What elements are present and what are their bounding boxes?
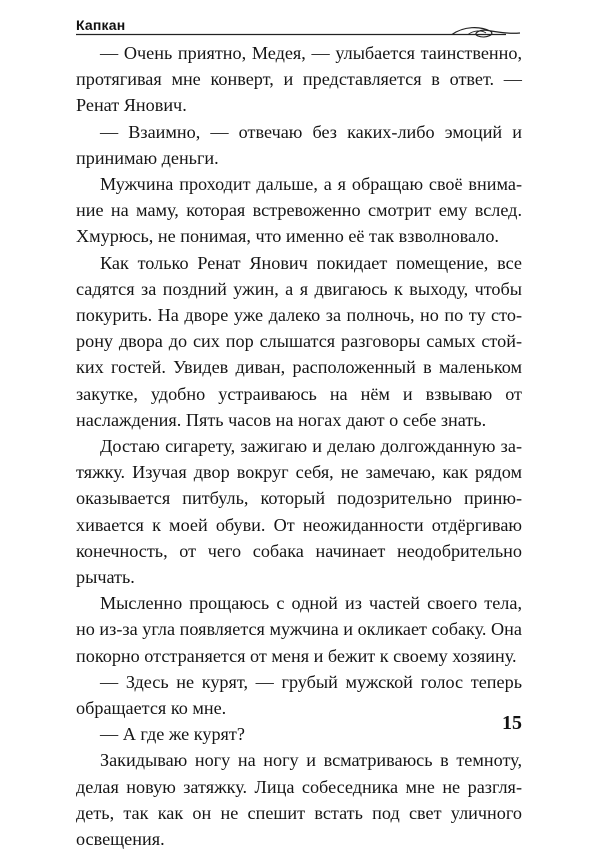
body-text <box>76 40 522 852</box>
paragraph-3: Мужчина проходит дальше, а я обращаю своё внимание на маму, которая встревоженно смотрит ему вслед. Хмурюсь, не понимая, что именно её так взволновало. <box>76 174 522 247</box>
paragraph-7: — Здесь не курят, — грубый мужской голос теперь обращается ко мне. <box>76 671 522 719</box>
paragraph-2: — Взаимно, — отвечаю без каких-либо эмоций и принимаю деньги. <box>76 121 522 168</box>
page-number: 15 <box>502 712 522 734</box>
paragraph-8: — А где же курят? <box>100 724 245 745</box>
paragraph-1: — Очень приятно, Медея, — улыбается таинственно, протягивая мне конверт, и представляется в ответ. — Ренат Янович. <box>76 43 522 116</box>
paragraph-5: Достаю сигарету, зажигаю и делаю долгожданную затяжку. Изучая двор вокруг себя, не замечаю, как рядом оказывается питбуль, который подозрительно принюхивается к моей обуви. От неожиданности отдёргиваю конечность, от чего собака начинает неодобрительно рычать. <box>76 436 522 588</box>
paragraph-4: Как только Ренат Янович покидает помещение, все садятся за поздний ужин, а я двигаюсь к выходу, чтобы покурить. На дворе уже далеко за полночь, но по ту сторону двора до сих пор слышатся разговоры самых стойких гостей. Увидев диван, расположенный в маленьком закутке, удобно устраиваюсь на нём и взвываю от наслаждения. Пять часов на ногах дают о себе знать. <box>76 252 522 430</box>
running-head-title: Капкан <box>76 17 126 33</box>
header-rule-ornament <box>76 22 522 40</box>
paragraph-9: Закидываю ногу на ногу и всматриваюсь в темноту, делая новую затяжку. Лица собеседника мне не разглядеть, так как он не спешит встать под свет уличного освещения. <box>76 750 522 850</box>
paragraph-6: Мысленно прощаюсь с одной из частей своего тела, но из-за угла появляется мужчина и окликает собаку. Она покорно отстраняется от меня и бежит к своему хозяину. <box>76 593 522 666</box>
